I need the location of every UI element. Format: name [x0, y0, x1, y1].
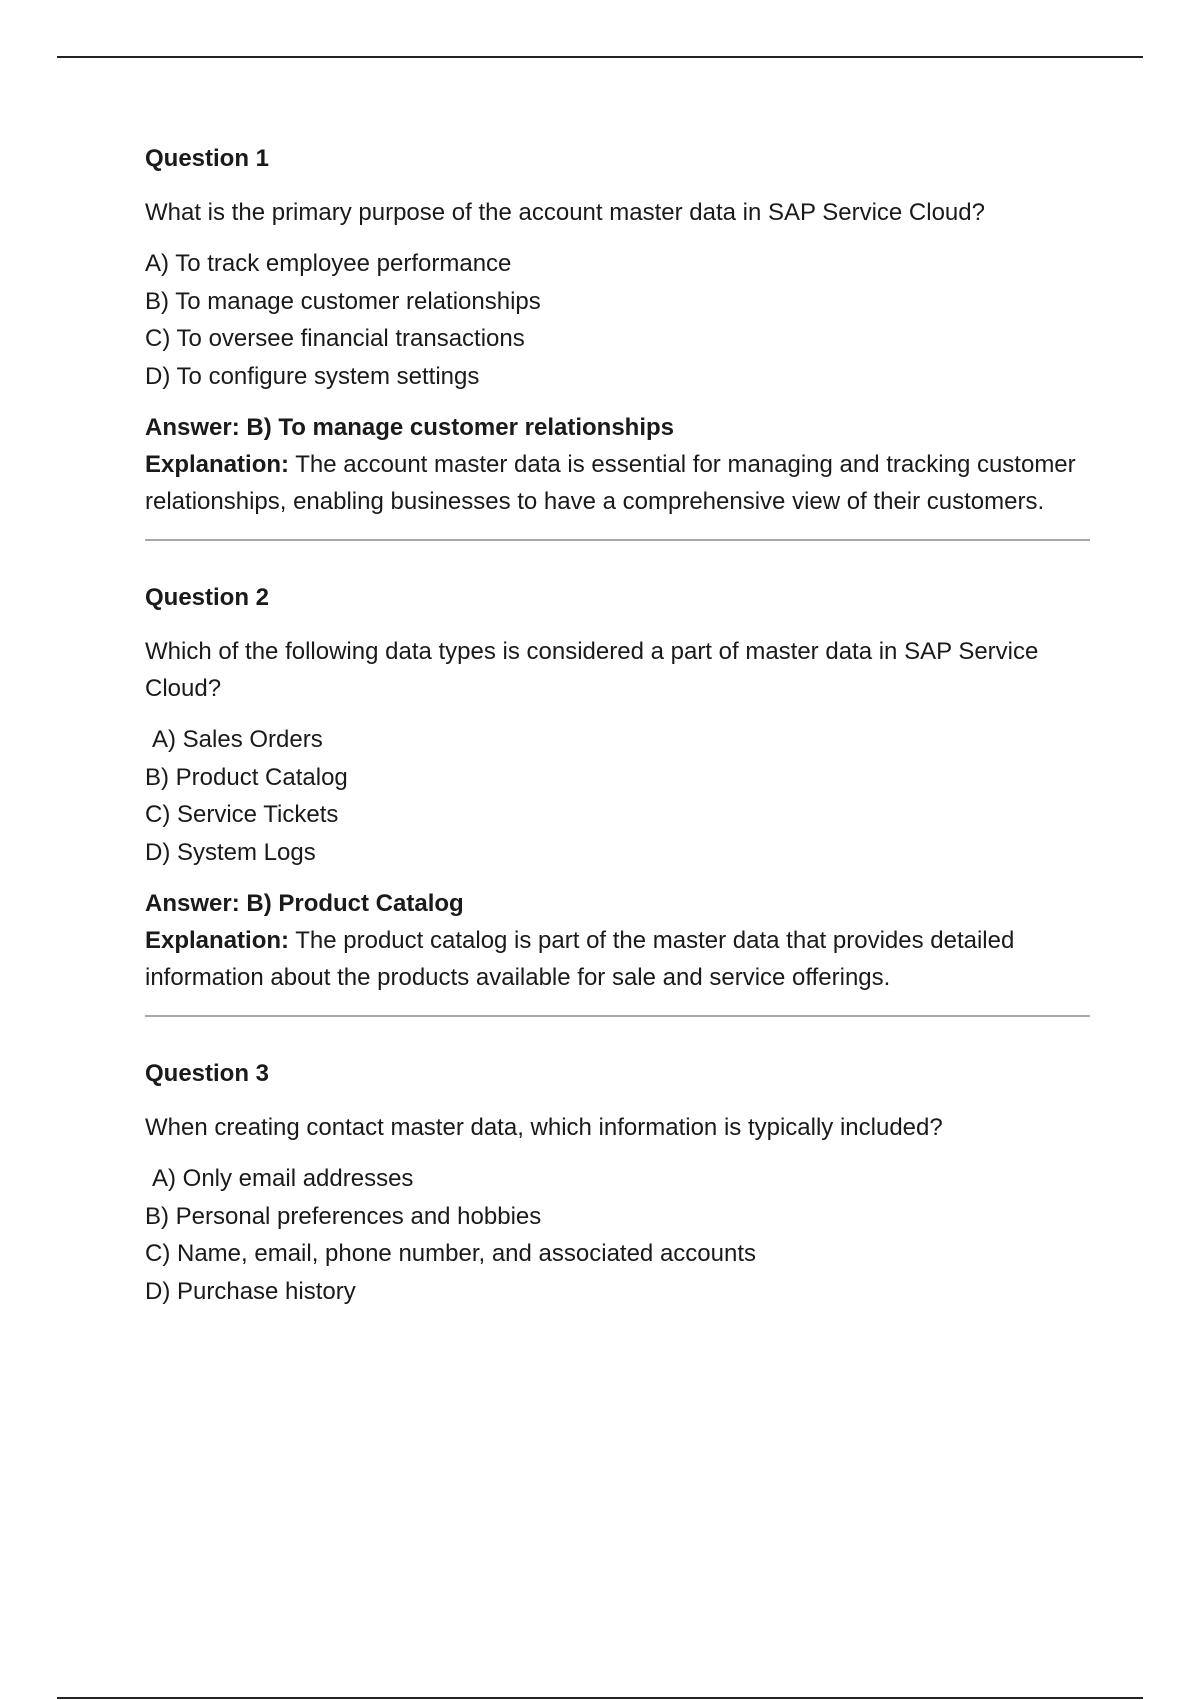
explanation-text: The product catalog is part of the master data that provides detailed information about the products available for sale and service offerings. — [145, 927, 1015, 991]
page-content — [145, 142, 1090, 1324]
explanation-text: The account master data is essential for managing and tracking customer relationships, enabling businesses to have a comprehensive view of their customers. — [145, 451, 1076, 515]
option-c: C) Service Tickets — [145, 801, 339, 828]
explanation — [145, 446, 1090, 520]
question-title: Question 2 — [145, 584, 270, 611]
answer: Answer: B) To manage customer relationships — [145, 414, 674, 441]
option-c: C) Name, email, phone number, and associated accounts — [145, 1240, 757, 1267]
option-c: C) To oversee financial transactions — [145, 325, 525, 352]
explanation-label: Explanation: — [145, 451, 290, 478]
option-b: B) Product Catalog — [145, 763, 348, 791]
question-2 — [145, 581, 1090, 996]
option-b: B) Personal preferences and hobbies — [145, 1202, 542, 1230]
option-d: D) System Logs — [145, 838, 316, 866]
question-title: Question 3 — [145, 1060, 270, 1087]
options-list — [145, 1160, 1090, 1310]
option-a: A) To track employee performance — [145, 250, 512, 277]
header-rule — [57, 56, 1143, 58]
option-a: A) Only email addresses — [152, 1165, 414, 1192]
option-d: D) To configure system settings — [145, 362, 480, 390]
question-1 — [145, 142, 1090, 520]
option-a: A) Sales Orders — [152, 726, 323, 753]
explanation — [145, 922, 1090, 996]
footer-rule — [57, 1697, 1143, 1699]
question-divider — [145, 539, 1090, 541]
options-list — [145, 721, 1090, 871]
options-list — [145, 245, 1090, 395]
question-3 — [145, 1057, 1090, 1310]
question-text: Which of the following data types is considered a part of master data in SAP Service Cloud? — [145, 638, 1039, 702]
explanation-label: Explanation: — [145, 927, 290, 954]
option-b: B) To manage customer relationships — [145, 287, 541, 315]
question-divider — [145, 1015, 1090, 1017]
question-text: When creating contact master data, which information is typically included? — [145, 1114, 943, 1141]
question-text: What is the primary purpose of the account master data in SAP Service Cloud? — [145, 199, 985, 226]
question-title: Question 1 — [145, 145, 270, 172]
answer: Answer: B) Product Catalog — [145, 890, 464, 917]
option-d: D) Purchase history — [145, 1277, 356, 1305]
